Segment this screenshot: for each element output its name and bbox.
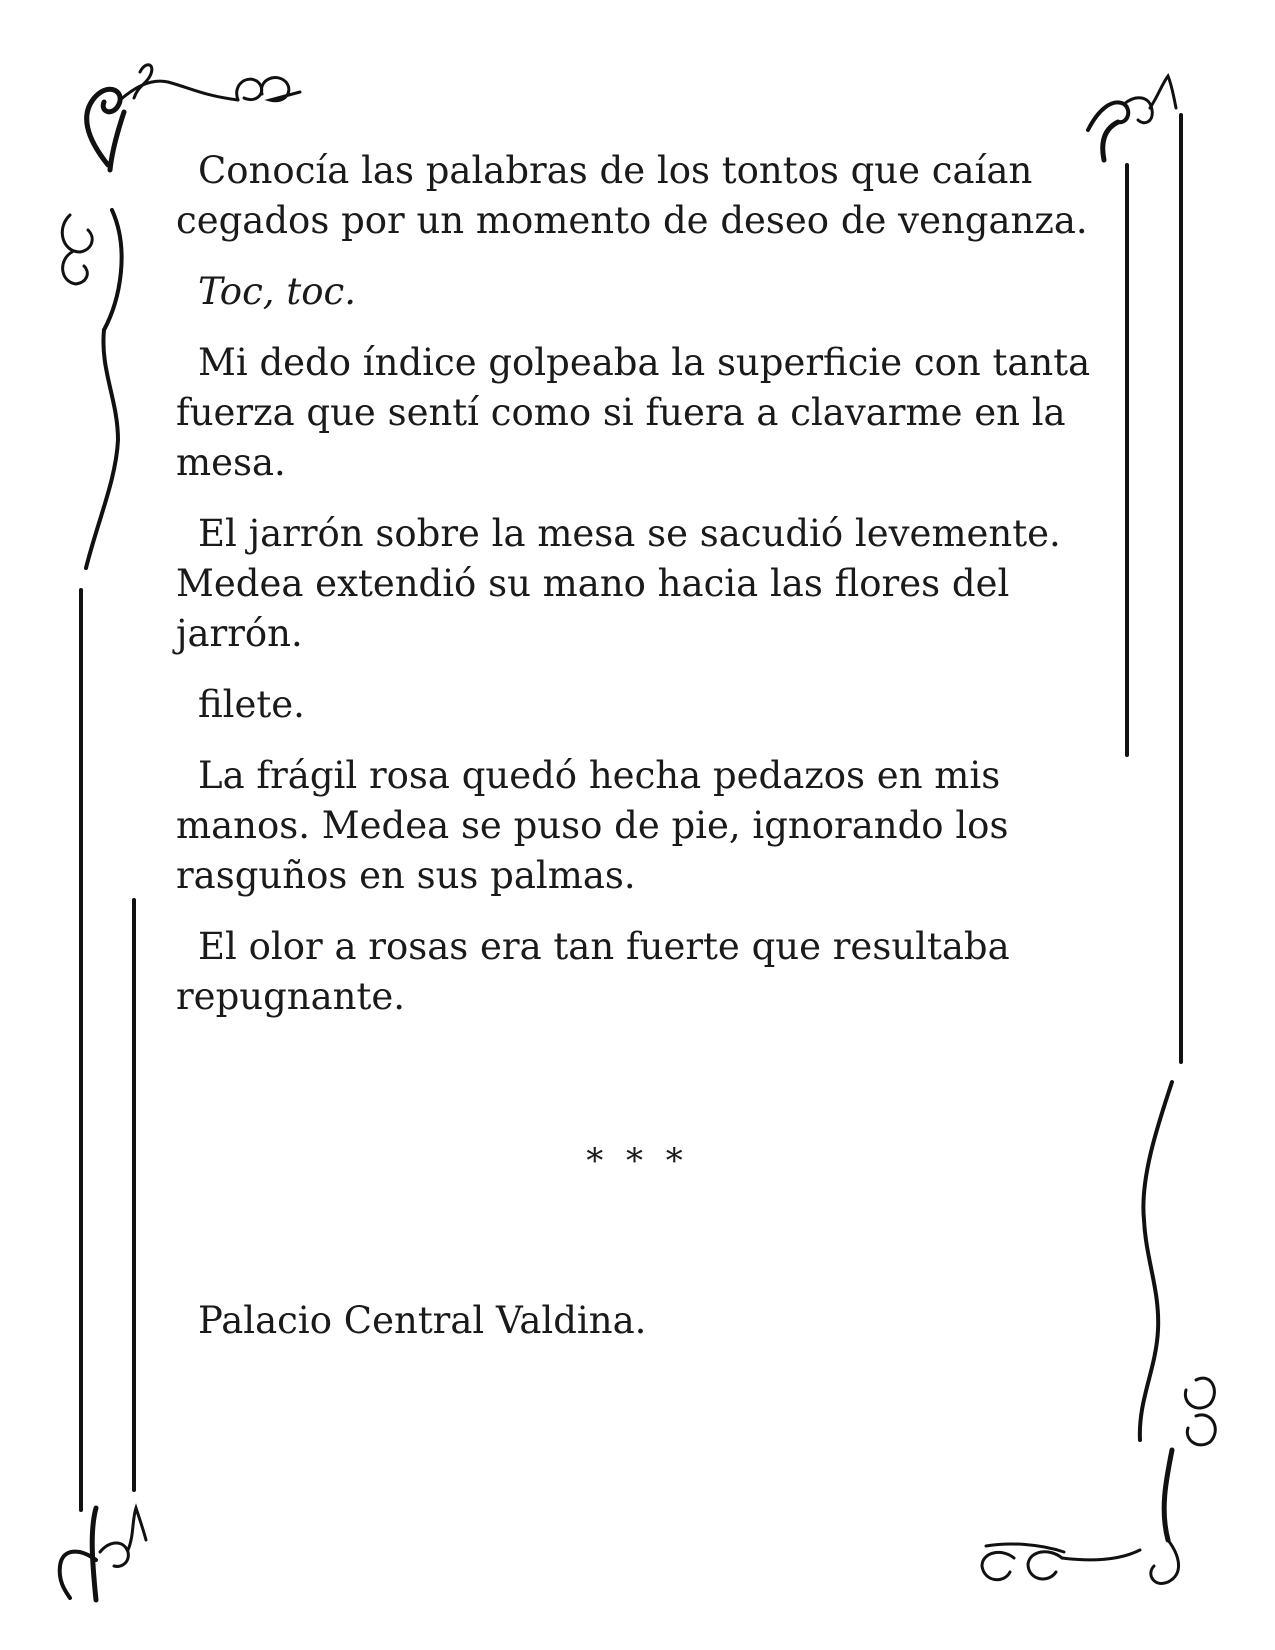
scene-separator: * * * <box>586 1141 689 1181</box>
location-heading: Palacio Central Valdina. <box>198 1299 647 1342</box>
paragraph: El olor a rosas era tan fuerte que resultaba repugnante. <box>176 925 1010 1018</box>
paragraph: El jarrón sobre la mesa se sacudió levemente. Medea extendió su mano hacia las flores del jarrón. <box>176 512 1061 655</box>
flourish-bottom-left <box>60 1508 146 1600</box>
body-text <box>176 146 1106 1043</box>
paragraph: Mi dedo índice golpeaba la superficie con tanta fuerza que sentí como si fuera a clavarme en la mesa. <box>176 341 1091 484</box>
paragraph: La frágil rosa quedó hecha pedazos en mis manos. Medea se puso de pie, ignorando los rasguños en sus palmas. <box>176 754 1009 897</box>
paragraph: Conocía las palabras de los tontos que caían cegados por un momento de deseo de venganza. <box>176 149 1088 242</box>
paragraph: filete. <box>198 683 305 726</box>
paragraph-onomatopoeia: Toc, toc. <box>198 270 356 313</box>
